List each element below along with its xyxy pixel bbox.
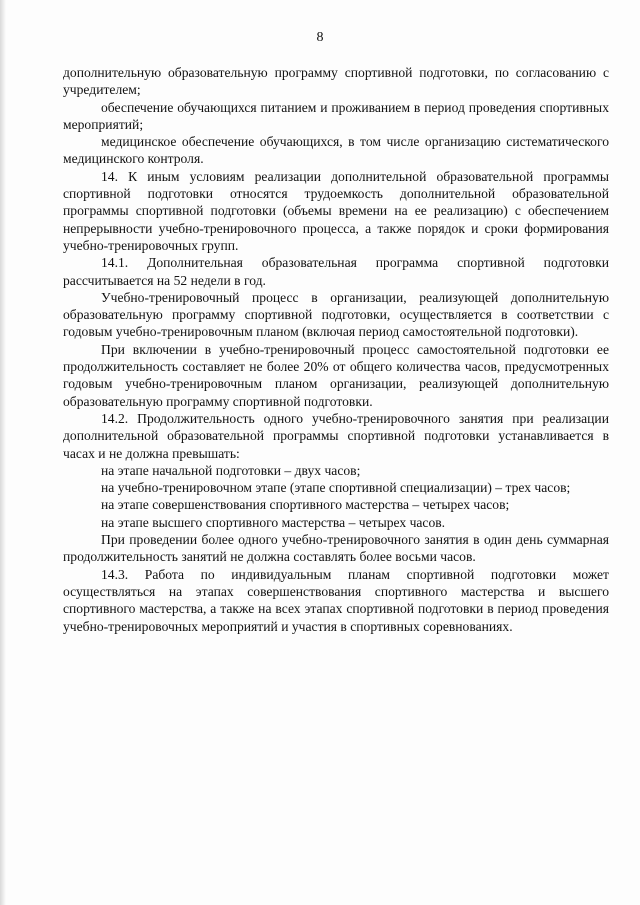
paragraph: При включении в учебно-тренировочный процесс самостоятельной подготовки ее продолжительность составляет не более 20% от общего количества часов, предусмотренных годовым учебно-тренировочным планом организации, реализующей дополнительную образовательную программу спортивной подготовки. <box>63 341 609 409</box>
paragraph: обеспечение обучающихся питанием и проживанием в период проведения спортивных мероприятий; <box>63 99 609 132</box>
paragraph: 14.3. Работа по индивидуальным планам спортивной подготовки может осуществляться на этапах совершенствования спортивного мастерства и высшего спортивного мастерства, а также на всех этапах спортивной подготовки в период проведения учебно-тренировочных мероприятий и участия в спортивных соревнованиях. <box>63 566 609 634</box>
paragraph: 14. К иным условиям реализации дополнительной образовательной программы спортивной подготовки относятся трудоемкость дополнительной образовательной программы спортивной подготовки (объемы времени на ее реализацию) с обеспечением непрерывности учебно-тренировочного процесса, а также порядок и сроки формирования учебно-тренировочных групп. <box>63 168 609 253</box>
paragraph: на этапе высшего спортивного мастерства – четырех часов. <box>101 514 446 530</box>
paragraph: 14.1. Дополнительная образовательная программа спортивной подготовки рассчитывается на 52 недели в год. <box>63 255 609 288</box>
scan-edge-shadow <box>0 0 6 905</box>
document-body <box>63 64 609 635</box>
paragraph: 14.2. Продолжительность одного учебно-тренировочного занятия при реализации дополнительной образовательной программы спортивной подготовки устанавливается в часах и не должна превышать: <box>63 410 609 461</box>
paragraph: медицинское обеспечение обучающихся, в том числе организацию систематического медицинского контроля. <box>63 134 609 167</box>
paragraph: на этапе совершенствования спортивного мастерства – четырех часов; <box>101 497 510 513</box>
page-number: 8 <box>316 30 324 45</box>
paragraph: на учебно-тренировочном этапе (этапе спортивной специализации) – трех часов; <box>101 480 571 496</box>
paragraph: дополнительную образовательную программу спортивной подготовки, по согласованию с учредителем; <box>63 65 609 98</box>
paragraph: на этапе начальной подготовки – двух часов; <box>101 462 361 478</box>
paragraph: Учебно-тренировочный процесс в организации, реализующей дополнительную образовательную программу спортивной подготовки, осуществляется в соответствии с годовым учебно-тренировочным планом (включая период самостоятельной подготовки). <box>63 289 609 340</box>
paragraph: При проведении более одного учебно-тренировочного занятия в один день суммарная продолжительность занятий не должна составлять более восьми часов. <box>63 532 609 565</box>
